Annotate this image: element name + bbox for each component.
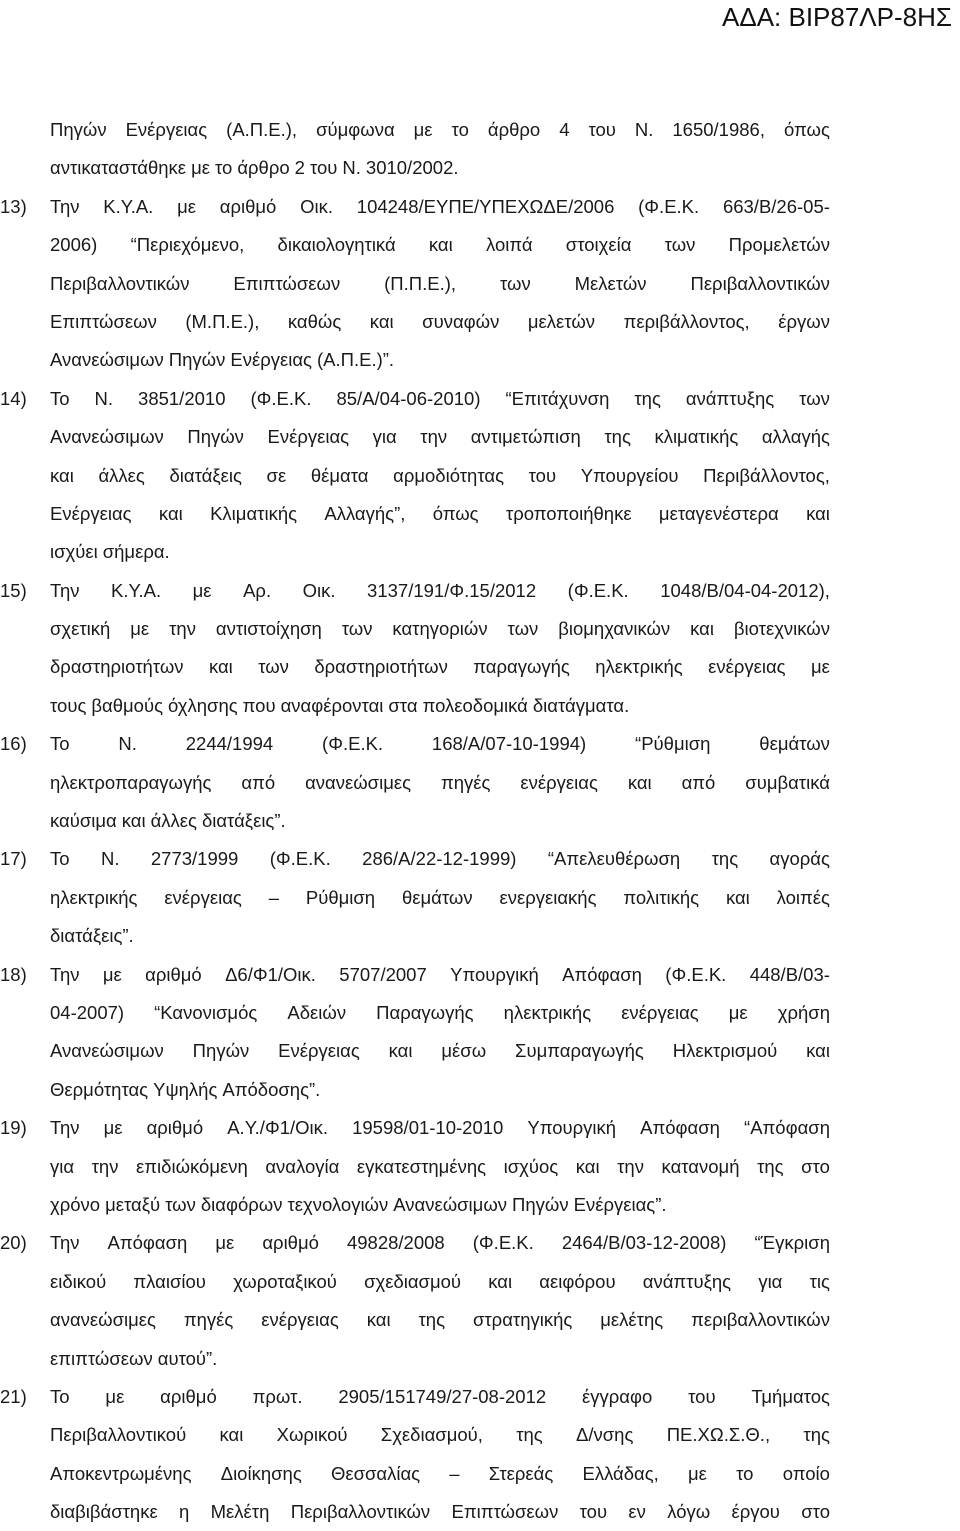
text-line: τους βαθμούς όχλησης που αναφέρονται στα πολεοδομικά διατάγματα. [50,694,630,716]
text-line: Επιπτώσεων (Μ.Π.Ε.), καθώς και συναφών μελετών περιβάλλοντος, έργων [50,310,830,332]
text-line: καύσιμα και άλλες διατάξεις”. [50,810,286,832]
item-number: 15) [0,579,27,601]
list-item [0,188,830,380]
list-item [0,572,830,726]
text-line: διατάξεις”. [50,925,134,947]
continuation-paragraph [50,111,830,188]
item-number: 16) [0,733,27,755]
text-line: ανανεώσιμες πηγές ενέργειας και της στρατηγικής μελέτης περιβαλλοντικών [50,1309,830,1331]
list-item [0,840,830,955]
text-line: Το με αριθμό πρωτ. 2905/151749/27-08-2012 έγγραφο του Τμήματος [50,1385,830,1407]
text-line: Ενέργειας και Κλιματικής Αλλαγής”, όπως τροποποιήθηκε μεταγενέστερα και [50,502,830,524]
text-line: αντικαταστάθηκε με το άρθρο 2 του Ν. 3010/2002. [50,157,459,179]
text-line: και άλλες διατάξεις σε θέματα αρμοδιότητας του Υπουργείου Περιβάλλοντος, [50,464,830,486]
item-number: 13) [0,195,27,217]
text-line: για την επιδιώκόμενη αναλογία εγκατεστημένης ισχύος και την κατανομή της στο [50,1155,830,1177]
text-line: ειδικού πλαισίου χωροταξικού σχεδιασμού και αειφόρου ανάπτυξης για τις [50,1270,830,1292]
text-line: Την Κ.Υ.Α. με Αρ. Οικ. 3137/191/Φ.15/2012 (Φ.Ε.Κ. 1048/Β/04-04-2012), [50,579,830,601]
item-number: 20) [0,1232,27,1254]
item-number: 18) [0,963,27,985]
text-line: διαβιβάστηκε η Μελέτη Περιβαλλοντικών Επιπτώσεων του εν λόγω έργου στο [50,1501,830,1523]
text-line: Ανανεώσιμων Πηγών Ενέργειας και μέσω Συμπαραγωγής Ηλεκτρισμού και [50,1040,830,1062]
text-line: Την με αριθμό Δ6/Φ1/Οικ. 5707/2007 Υπουργική Απόφαση (Φ.Ε.Κ. 448/Β/03- [50,963,830,985]
text-line: Το Ν. 2773/1999 (Φ.Ε.Κ. 286/Α/22-12-1999) “Απελευθέρωση της αγοράς [50,848,830,870]
text-line: Το Ν. 2244/1994 (Φ.Ε.Κ. 168/Α/07-10-1994) “Ρύθμιση θεμάτων [50,733,830,755]
item-number: 17) [0,848,27,870]
text-line: Την με αριθμό Α.Υ./Φ1/Οικ. 19598/01-10-2010 Υπουργική Απόφαση “Απόφαση [50,1117,830,1139]
list-item [0,1224,830,1378]
ada-header: ΑΔΑ: ΒΙΡ87ΛΡ-8ΗΣ [721,2,952,32]
text-line: ηλεκτρικής ενέργειας – Ρύθμιση θεμάτων ενεργειακής πολιτικής και λοιπές [50,886,830,908]
text-line: 04-2007) “Κανονισμός Αδειών Παραγωγής ηλεκτρικής ενέργειας με χρήση [50,1001,830,1023]
item-number: 19) [0,1117,27,1139]
text-line: Πηγών Ενέργειας (Α.Π.Ε.), σύμφωνα με το άρθρο 4 του Ν. 1650/1986, όπως [50,119,830,140]
text-line: Περιβαλλοντικών Επιπτώσεων (Π.Π.Ε.), των Μελετών Περιβαλλοντικών [50,272,830,294]
text-line: ηλεκτροπαραγωγής από ανανεώσιμες πηγές ενέργειας και από συμβατικά [50,771,830,793]
text-line: χρόνο μεταξύ των διαφόρων τεχνολογιών Ανανεώσιμων Πηγών Ενέργειας”. [50,1193,667,1215]
list-item [0,1378,830,1531]
list-item [0,725,830,840]
item-number: 21) [0,1385,27,1407]
list-item [0,1109,830,1224]
text-line: Το Ν. 3851/2010 (Φ.Ε.Κ. 85/Α/04-06-2010) “Επιτάχυνση της ανάπτυξης των [50,387,830,409]
list-item [0,380,830,572]
text-line: Ανανεώσιμων Πηγών Ενέργειας (Α.Π.Ε.)”. [50,349,395,371]
item-number: 14) [0,387,27,409]
text-line: Την Απόφαση με αριθμό 49828/2008 (Φ.Ε.Κ. 2464/Β/03-12-2008) “Έγκριση [50,1232,830,1254]
list-item [0,956,830,1110]
text-line: σχετική με την αντιστοίχηση των κατηγοριών των βιομηχανικών και βιοτεχνικών [50,618,830,640]
text-line: Περιβαλλοντικού και Χωρικού Σχεδιασμού, της Δ/νσης ΠΕ.ΧΩ.Σ.Θ., της [50,1424,830,1446]
text-line: επιπτώσεων αυτού”. [50,1347,218,1369]
text-line: Αποκεντρωμένης Διοίκησης Θεσσαλίας – Στερεάς Ελλάδας, με το οποίο [50,1462,830,1484]
document-body [0,111,830,1531]
text-line: ισχύει σήμερα. [50,541,170,563]
text-line: 2006) “Περιεχόμενο, δικαιολογητικά και λοιπά στοιχεία των Προμελετών [50,234,830,256]
text-line: Ανανεώσιμων Πηγών Ενέργειας για την αντιμετώπιση της κλιματικής αλλαγής [50,426,830,448]
text-line: δραστηριοτήτων και των δραστηριοτήτων παραγωγής ηλεκτρικής ενέργειας με [50,656,830,678]
text-line: Την Κ.Υ.Α. με αριθμό Οικ. 104248/ΕΥΠΕ/ΥΠΕΧΩΔΕ/2006 (Φ.Ε.Κ. 663/Β/26-05- [50,195,830,217]
text-line: Θερμότητας Υψηλής Απόδοσης”. [50,1078,321,1100]
